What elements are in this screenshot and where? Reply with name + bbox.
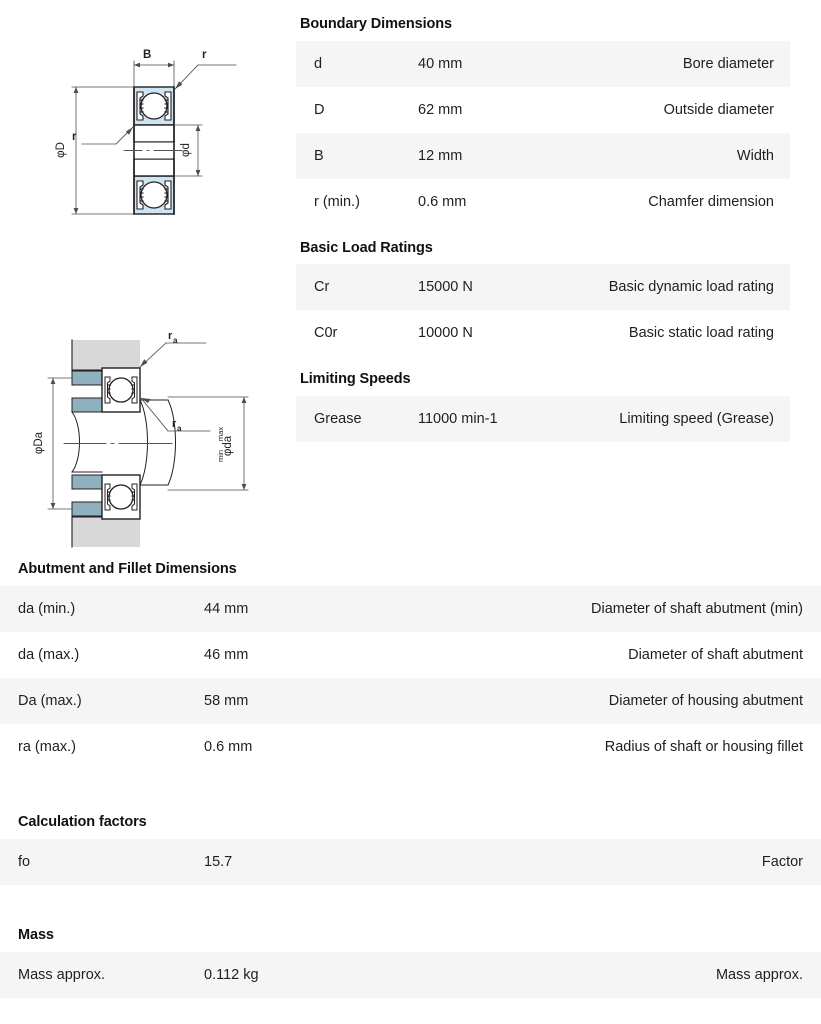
row-value: 58 mm xyxy=(204,692,249,709)
row-symbol: Grease xyxy=(314,410,362,427)
table-abutment-and-fillet-dimensions xyxy=(0,586,821,770)
row-value: 15.7 xyxy=(204,853,233,870)
row-symbol: da (max.) xyxy=(18,646,80,663)
row-value: 0.112 kg xyxy=(204,966,259,983)
row-description: Mass approx. xyxy=(715,966,803,983)
section-title-mass: Mass xyxy=(18,927,54,943)
row-description: Factor xyxy=(761,853,803,870)
row-value: 0.6 mm xyxy=(204,738,253,755)
row-description: Width xyxy=(736,147,774,164)
row-value: 10000 N xyxy=(418,325,473,341)
row-description: Diameter of shaft abutment xyxy=(628,646,803,663)
row-value: 0.6 mm xyxy=(418,193,467,210)
table-boundary-dimensions xyxy=(296,41,790,225)
row-value: 46 mm xyxy=(204,646,249,663)
row-description: Radius of shaft or housing fillet xyxy=(604,738,803,755)
row-description: Basic dynamic load rating xyxy=(608,279,774,295)
row-value: 44 mm xyxy=(204,600,249,617)
row-description: Limiting speed (Grease) xyxy=(619,410,774,427)
row-symbol: r (min.) xyxy=(314,193,360,210)
table-calculation-factors xyxy=(0,839,821,885)
label-housing-abutment: φDa xyxy=(33,431,45,455)
bearing-cross-section-drawing xyxy=(30,34,282,266)
table-row xyxy=(296,179,790,225)
section-title-basic-load-ratings: Basic Load Ratings xyxy=(300,239,433,256)
section-title-limiting-speeds: Limiting Speeds xyxy=(300,371,411,387)
row-symbol: d xyxy=(314,55,323,72)
row-value: 40 mm xyxy=(418,55,463,72)
table-row xyxy=(296,310,790,356)
section-title-boundary-dimensions: Boundary Dimensions xyxy=(300,16,452,32)
row-description: Outside diameter xyxy=(663,101,774,118)
row-symbol: D xyxy=(314,101,325,118)
label-shaft-abutment-min: min xyxy=(216,449,225,463)
row-symbol: fo xyxy=(18,853,31,870)
table-row xyxy=(296,264,790,310)
row-symbol: da (min.) xyxy=(18,600,76,617)
label-width: B xyxy=(143,49,152,61)
table-row xyxy=(0,952,821,998)
abutment-fillet-drawing xyxy=(20,325,282,557)
figure-column xyxy=(0,0,296,556)
table-row xyxy=(0,724,821,770)
label-chamfer-lower: r xyxy=(72,131,77,143)
label-fillet-lower: r xyxy=(172,418,177,430)
row-value: 11000 min-1 xyxy=(418,410,498,427)
label-shaft-abutment-max: max xyxy=(216,426,225,442)
table-row xyxy=(296,133,790,179)
row-symbol: Cr xyxy=(314,279,330,295)
row-description: Bore diameter xyxy=(682,55,774,72)
row-description: Chamfer dimension xyxy=(648,193,774,210)
row-value: 12 mm xyxy=(418,147,463,164)
row-description: Basic static load rating xyxy=(628,325,774,341)
row-description: Diameter of housing abutment xyxy=(608,692,803,709)
table-row xyxy=(0,632,821,678)
block-abutment-and-fillet-dimensions xyxy=(0,562,821,770)
table-mass xyxy=(0,952,821,998)
label-fillet-lower-sub: a xyxy=(177,424,182,433)
label-shaft-abutment: φda xyxy=(222,435,234,457)
table-row xyxy=(0,678,821,724)
block-calculation-factors xyxy=(0,815,821,885)
table-row xyxy=(296,396,790,442)
row-description: Diameter of shaft abutment (min) xyxy=(591,600,803,617)
table-row xyxy=(0,839,821,885)
label-chamfer-upper: r xyxy=(202,49,207,61)
table-row xyxy=(296,41,790,87)
row-value: 15000 N xyxy=(418,279,473,295)
table-limiting-speeds xyxy=(296,396,790,442)
row-symbol: ra (max.) xyxy=(18,738,76,755)
block-mass xyxy=(0,928,821,998)
table-row xyxy=(0,586,821,632)
row-value: 62 mm xyxy=(418,101,463,118)
label-fillet-upper-sub: a xyxy=(173,336,178,345)
spec-column xyxy=(296,0,821,442)
label-fillet-upper: r xyxy=(168,330,173,342)
table-row xyxy=(296,87,790,133)
row-symbol: Mass approx. xyxy=(18,966,106,983)
row-symbol: C0r xyxy=(314,325,338,341)
label-bore-diameter: φd xyxy=(180,143,192,157)
row-symbol: B xyxy=(314,147,324,164)
section-title-calculation-factors: Calculation factors xyxy=(18,814,147,830)
row-symbol: Da (max.) xyxy=(18,692,82,709)
table-basic-load-ratings xyxy=(296,264,790,356)
label-outside-diameter: φD xyxy=(55,142,67,158)
section-title-abutment-and-fillet-dimensions: Abutment and Fillet Dimensions xyxy=(18,561,237,577)
